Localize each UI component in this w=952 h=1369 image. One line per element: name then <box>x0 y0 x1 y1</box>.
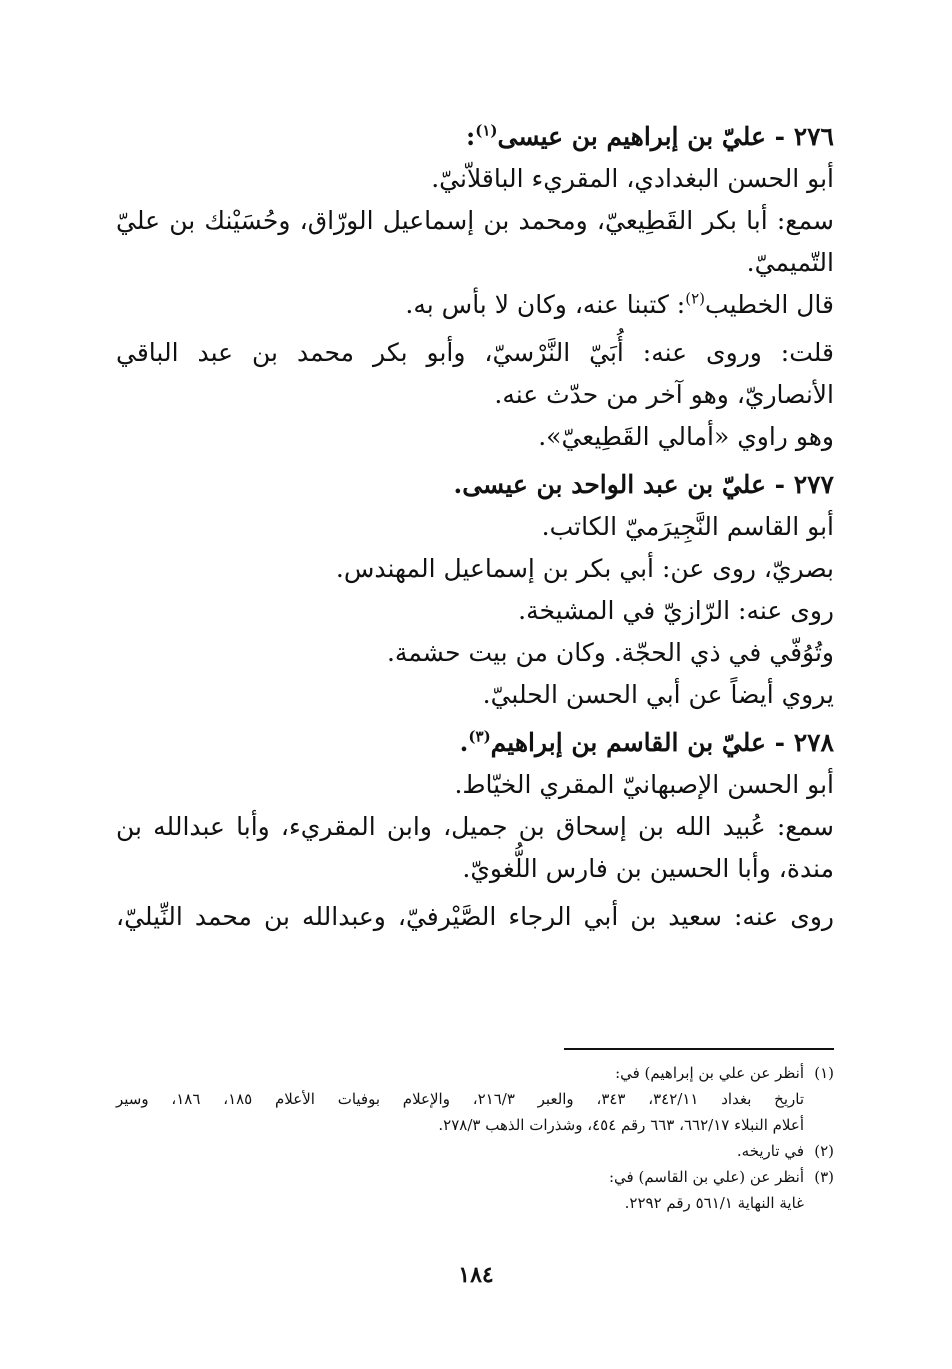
entry-276-line <box>116 284 834 326</box>
entry-276-title: ٢٧٦ - عليّ بن إبراهيم بن عيسى <box>497 122 834 151</box>
entry-277-line: أبو القاسم النَّجِيرَميّ الكاتب. <box>541 512 834 541</box>
footnotes <box>116 1060 834 1216</box>
footnote-number: (١) <box>814 1064 834 1082</box>
entry-278-line: سمع: عُبيد الله بن إسحاق بن جميل، وابن المقريء، وأبا عبدالله بن <box>116 812 834 841</box>
entry-277-line: وتُوُفّي في ذي الحجّة. وكان من بيت حشمة. <box>386 638 834 667</box>
entry-278-title: ٢٧٨ - عليّ بن القاسم بن إبراهيم <box>490 728 834 757</box>
entry-278-line: أبو الحسن الإصبهانيّ المقري الخيّاط. <box>454 770 834 799</box>
entry-277-heading: ٢٧٧ - عليّ بن عبد الواحد بن عيسى. <box>453 470 834 499</box>
entry-278-heading <box>116 722 834 764</box>
entry-276-line: قلت: وروى عنه: أُبَيّ النَّرْسيّ، وأبو بكر محمد بن عبد الباقي <box>116 338 834 367</box>
footnote-separator <box>564 1048 834 1050</box>
footnote-text: في تاريخه. <box>736 1142 804 1160</box>
entry-276-line: سمع: أبا بكر القَطِيعيّ، ومحمد بن إسماعيل الورّاق، وحُسَيْنك بن عليّ <box>116 206 834 235</box>
entry-276-line: التّميميّ. <box>746 248 834 277</box>
entry-278-line: روى عنه: سعيد بن أبي الرجاء الصَّيْرفيّ، وعبدالله بن محمد النِّيليّ، <box>116 902 834 931</box>
footnote-number: (٢) <box>814 1142 834 1160</box>
footnote-number: (٣) <box>814 1168 834 1186</box>
footnote-1 <box>116 1060 834 1086</box>
page-number: ١٨٤ <box>458 1262 494 1288</box>
footnote-text: أنظر عن (علي بن القاسم) في: <box>608 1168 804 1186</box>
entry-276-line: الأنصاريّ، وهو آخر من حدّث عنه. <box>494 380 834 409</box>
entry-276-line: وهو راوي «أمالي القَطِيعيّ». <box>538 422 834 451</box>
footnote-3 <box>116 1164 834 1190</box>
footnote-text: أنظر عن علي بن إبراهيم) في: <box>615 1064 804 1082</box>
footnote-ref-3: (٣) <box>468 727 491 746</box>
footnote-ref-2: (٢) <box>685 289 706 308</box>
khatib-quote: : كتبنا عنه، وكان لا بأس به. <box>405 290 686 319</box>
footnote-ref-1: (١) <box>475 121 498 140</box>
entry-276-heading-tail: : <box>465 122 476 151</box>
footnote-1-line: تاريخ بغداد ٣٤٢/١١، ٣٤٣، والعبر ٢١٦/٣، والإعلام بوفيات الأعلام ١٨٥، ١٨٦، وسير <box>116 1090 805 1108</box>
entry-276-line: أبو الحسن البغدادي، المقريء الباقلاّنيّ. <box>431 164 834 193</box>
khatib-label: قال الخطيب <box>705 290 834 319</box>
entry-278-heading-tail: . <box>459 728 469 757</box>
footnote-1-line: أعلام النبلاء ٦٦٢/١٧، ٦٦٣ رقم ٤٥٤، وشذرات الذهب ٢٧٨/٣. <box>438 1116 804 1134</box>
entry-276-heading <box>116 116 834 158</box>
footnote-2 <box>116 1138 834 1164</box>
main-text <box>116 116 834 938</box>
entry-278-line: مندة، وأبا الحسين بن فارس اللُّغويّ. <box>462 854 834 883</box>
entry-277-line: يروي أيضاً عن أبي الحسن الحلبيّ. <box>482 680 834 709</box>
entry-277-line: بصريّ، روى عن: أبي بكر بن إسماعيل المهندس. <box>335 554 834 583</box>
entry-277-line: روى عنه: الرّازيّ في المشيخة. <box>518 596 834 625</box>
footnote-3-line: غاية النهاية ٥٦١/١ رقم ٢٢٩٢. <box>624 1194 804 1212</box>
